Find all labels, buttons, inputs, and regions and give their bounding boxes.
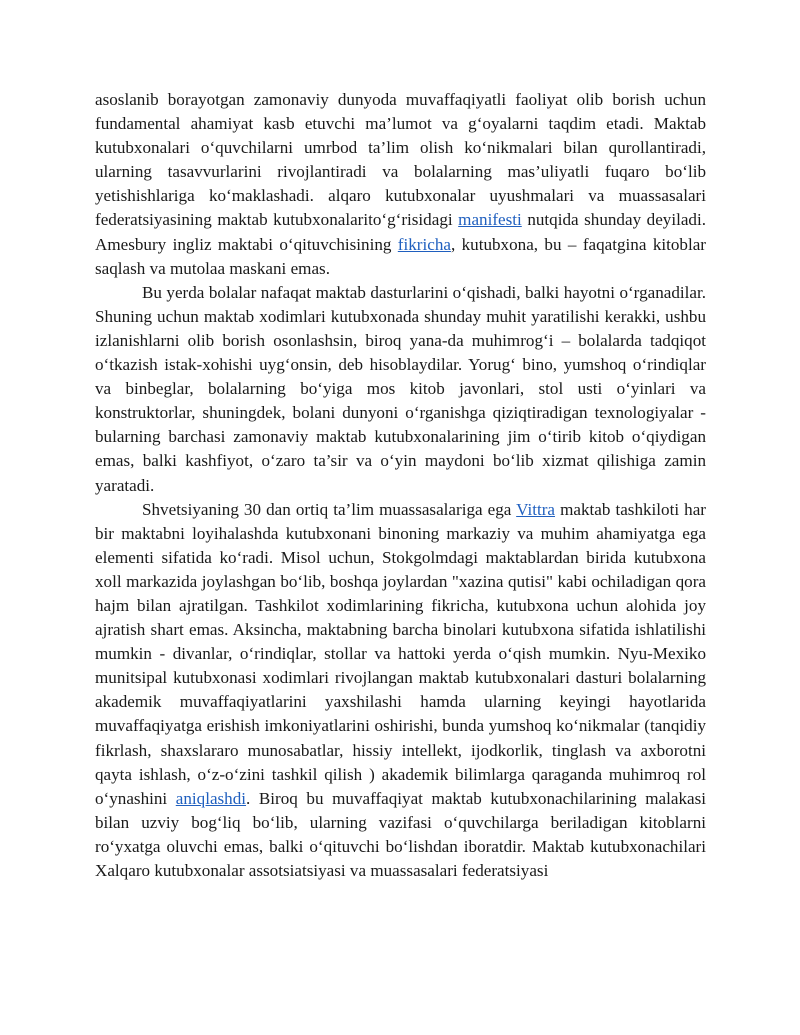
document-body [95,88,706,883]
paragraph-3 [95,498,706,884]
paragraph-1-text-3: , kutubxona, bu – faqatgina kitoblar saqlash va mutolaa maskani emas. [95,234,706,278]
paragraph-3-text-2: maktab tashkiloti har bir maktabni loyihalashda kutubxonani binoning markaziy va muhim ahamiyatga ega elementi sifatida ko‘radi. Misol uchun, Stokgolmdagi maktablardan birida kutubxona xoll markazida joylashgan bo‘lib, boshqa joylardan "xazina qutisi" kabi ochiladigan qora hajm bilan ajratilgan. Tashkilot xodimlarining fikricha, kutubxona uchun alohida joy ajratish shart emas. Aksincha, maktabning barcha binolari kutubxona sifatida ishlatilishi mumkin - divanlar, o‘rindiqlar, stollar va hattoki yerda o‘qish mumkin. Nyu-Mexiko munitsipal kutubxonasi xodimlari rivojlangan maktab kutubxonalari dasturi bolalarning akademik muvaffaqiyatlarini yaxshilashi hamda ularning keyingi hayotlarida muvaffaqiyatga erishish imkoniyatlarini oshirishi, bunda yumshoq ko‘nikmalar (tanqidiy fikrlash, shaxslararo munosabatlar, hissiy intellekt, ijodkorlik, tinglash va axborotni qayta ishlash, o‘z-o‘zini tashkil qilish ) akademik bilimlarga qaraganda muhimroq rol o‘ynashini [95,499,707,808]
vittra-link[interactable]: Vittra [516,499,556,519]
aniqlashdi-link[interactable]: aniqlashdi [175,788,247,808]
paragraph-1-text-2: nutqida shunday deyiladi. Amesbury ingliz maktabi o‘qituvchisining [95,210,706,254]
paragraph-1-text-1: asoslanib borayotgan zamonaviy dunyoda muvaffaqiyatli faoliyat olib borish uchun fundamental ahamiyat kasb etuvchi ma’lumot va g‘oyalarni taqdim etadi. Maktab kutubxonalari o‘quvchilarni umrbod ta’lim olish ko‘nikmalari bilan qurollantiradi, ularning tasavvurlarini rivojlantiradi va bolalarning mas’uliyatli fuqaro bo‘lib yetishishlariga ko‘maklashadi. alqaro kutubxonalar uyushmalari va muassasalari federatsiyasining maktab kutubxonalarito‘g‘risidagi [95,90,706,230]
paragraph-3-text-1: Shvetsiyaning 30 dan ortiq ta’lim muassasalariga ega [142,499,517,519]
manifesti-link[interactable]: manifesti [458,210,522,230]
paragraph-2-text-1: Bu yerda bolalar nafaqat maktab dasturlarini o‘qishadi, balki hayotni o‘rganadilar. Shuning uchun maktab xodimlari kutubxonada shunday muhit yaratilishi kerakki, ushbu izlanishlarni olib borish osonlashsin, biroq yana-da muhimrog‘i – bolalarda tadqiqot o‘tkazish istak-xohishi uyg‘onsin, deb hisoblaydilar. Yorug‘ bino, yumshoq o‘rindiqlar va binbeglar, bolalarning bo‘yiga mos kitob javonlari, stol usti o‘yinlari va konstruktorlar, shuningdek, bolani dunyoni o‘rganishga qiziqtiradigan texnologiyalar - bularning barchasi zamonaviy maktab kutubxonalarining jim o‘tirib kitob o‘qiydigan emas, balki kashfiyot, o‘zaro ta’sir va o‘yin maydoni bo‘lib xizmat qilishiga zamin yaratadi. [95,282,706,495]
paragraph-1 [95,88,706,281]
fikricha-link[interactable]: fikricha [397,234,451,254]
paragraph-2 [95,281,706,498]
paragraph-3-text-3: . Biroq bu muvaffaqiyat maktab kutubxonachilarining malakasi bilan uzviy bog‘liq bo‘lib, ularning vazifasi o‘quvchilarga beriladigan kitoblarni ro‘yxatga oluvchi emas, balki o‘qituvchi bo‘lishdan iboratdir. Maktab kutubxonachilari Xalqaro kutubxonalar assotsiatsiyasi va muassasalari federatsiyasi [95,788,706,880]
